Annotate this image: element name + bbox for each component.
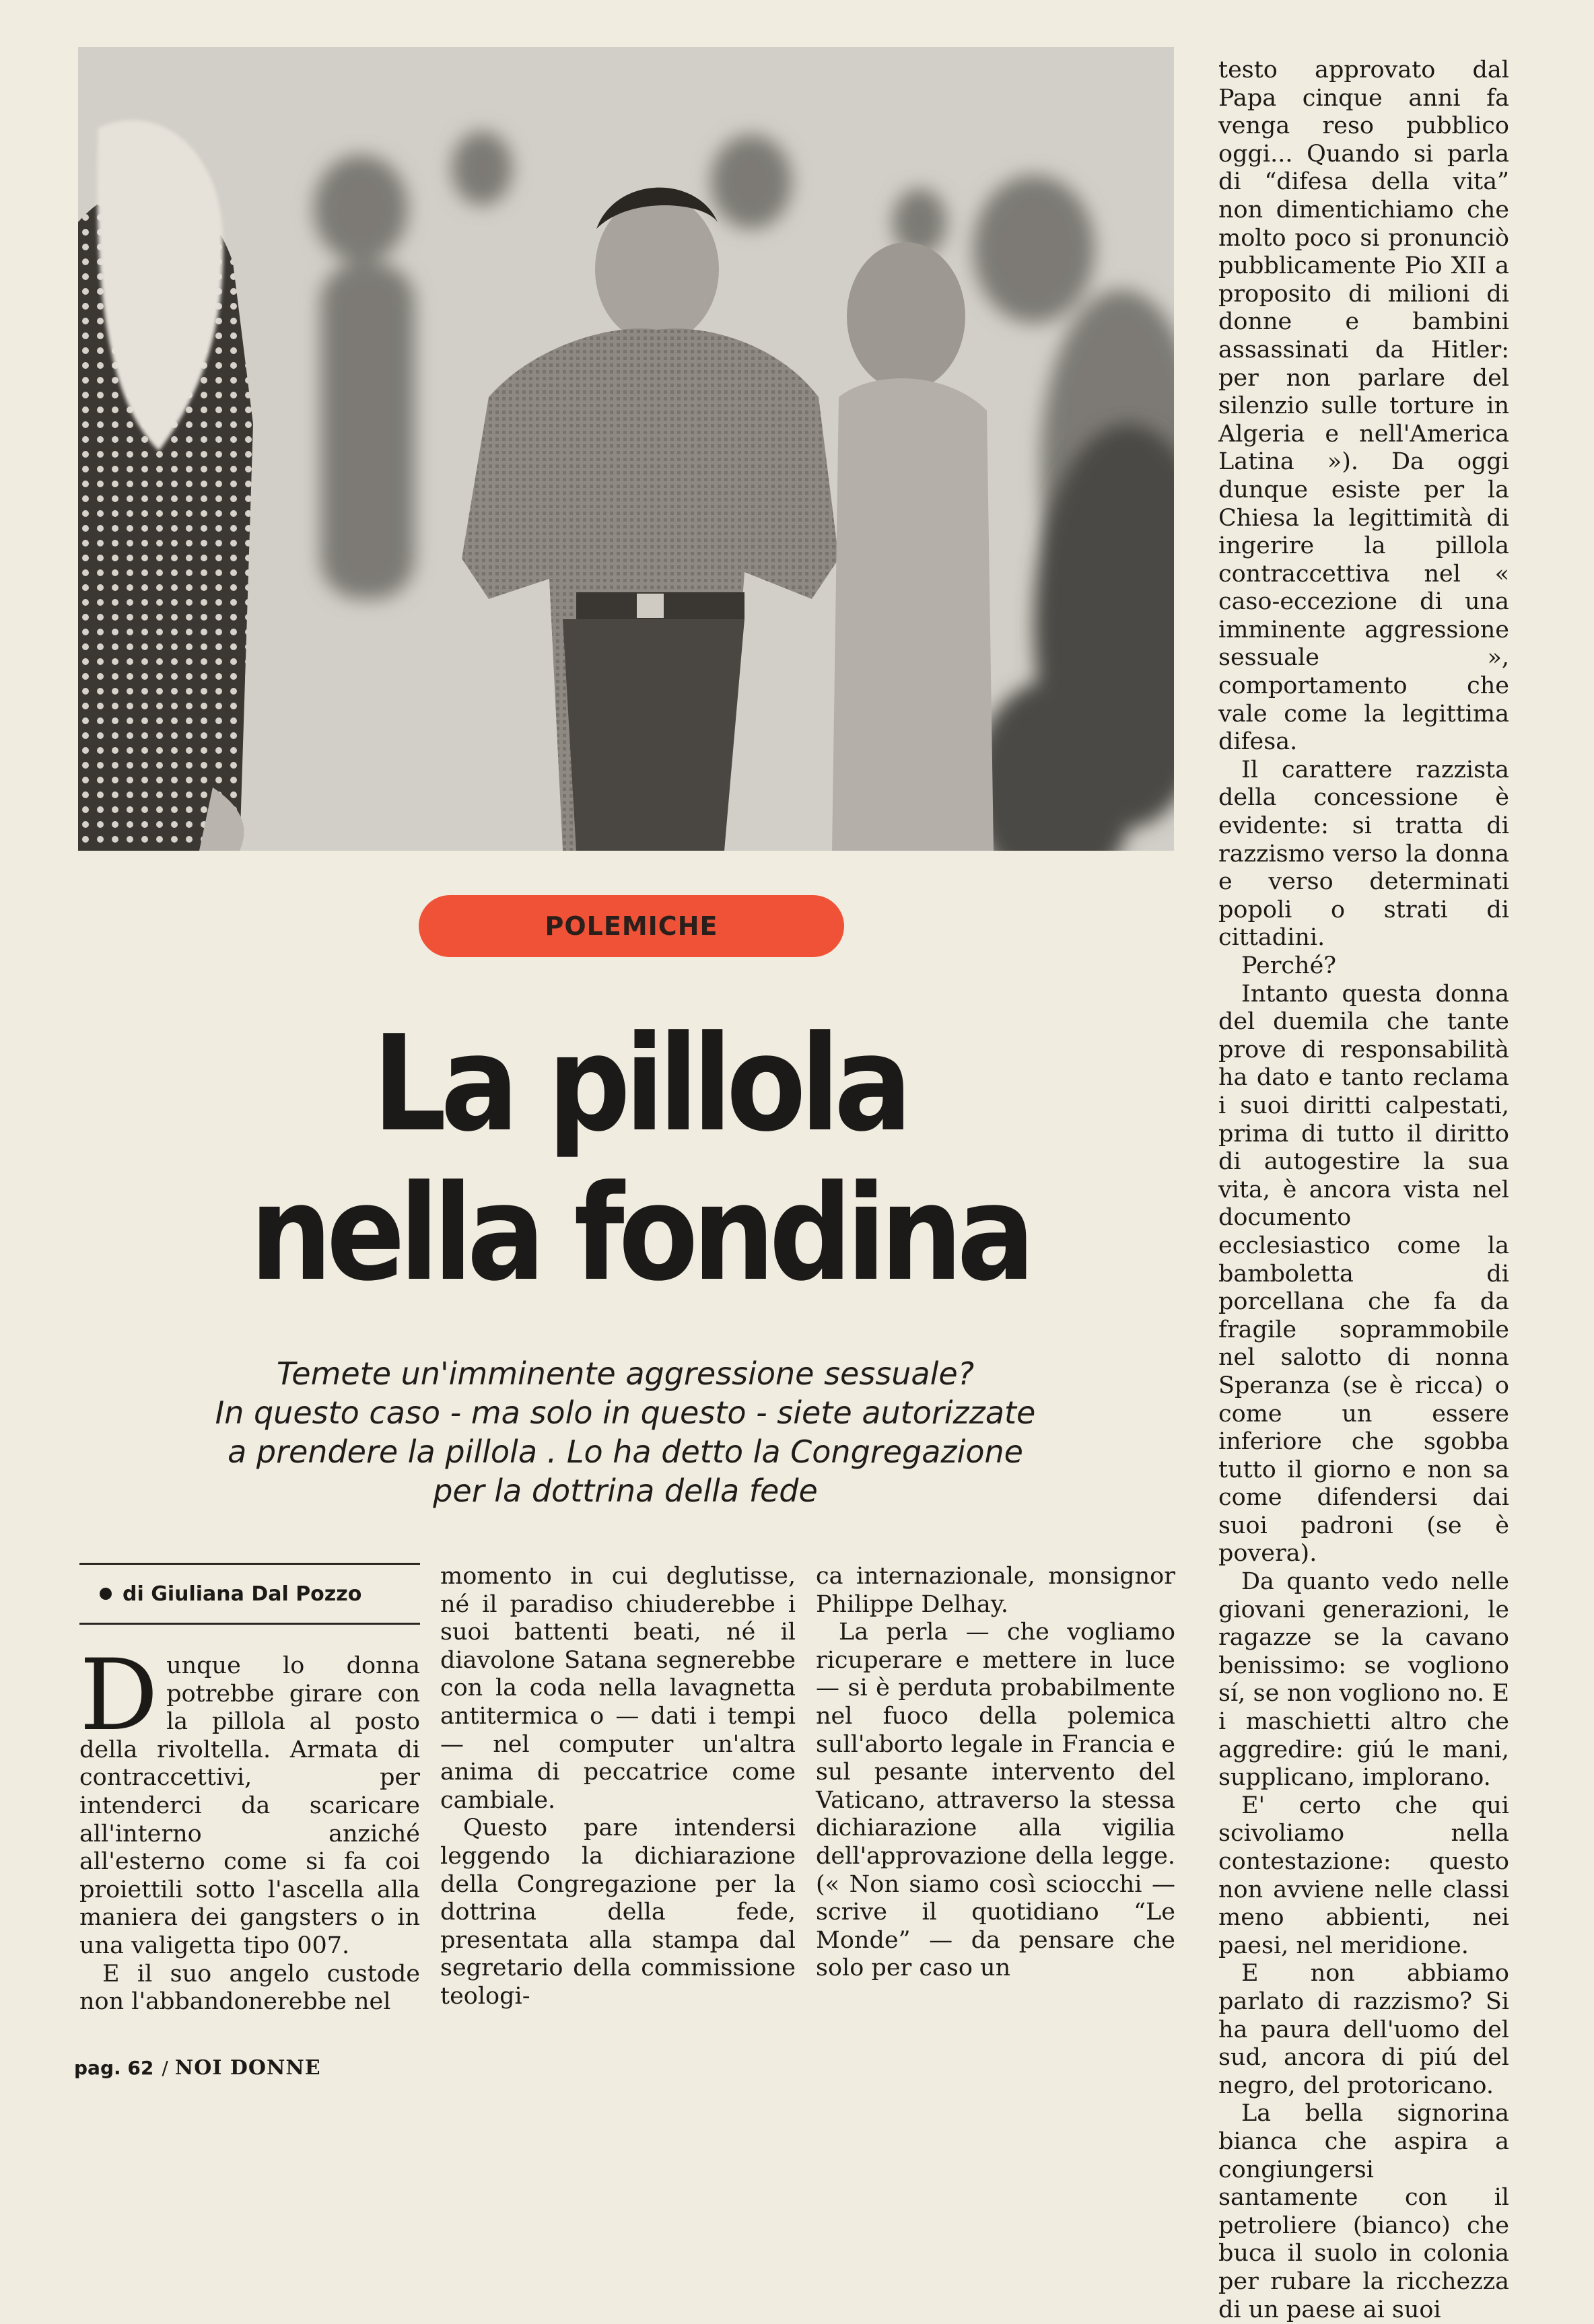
paragraph: Perché? bbox=[1241, 952, 1337, 979]
standfirst-line: per la dottrina della fede bbox=[433, 1473, 818, 1509]
paragraph: Intanto questa donna del duemila che tante prove di responsabilità ha dato e tanto reclama i suoi diritti calpestati, prima di tutto il diritto di autogestire la sua vita, è ancora vista nel documento ecclesiastico come la bamboletta di porcellana che fa da fragile soprammobile nel salotto di nonna Speranza (se è ricca) o come un essere inferiore che sgobba tutto il giorno e non sa come difendersi dai suoi padroni (se è povera). bbox=[1218, 980, 1509, 1568]
paragraph: E non abbiamo parlato di razzismo? Si ha paura dell'uomo del sud, ancora di piú del negro, del protoricano. bbox=[1218, 1960, 1509, 2099]
footer-separator: / bbox=[162, 2056, 168, 2079]
paragraph: Questo pare intendersi leggendo la dichiarazione della Congregazione per la dottrina della fede, presentata alla stampa dal segretario della commissione teologi- bbox=[440, 1815, 796, 2010]
bullet-icon bbox=[100, 1588, 112, 1600]
standfirst-line: Temete un'imminente aggressione sessuale? bbox=[276, 1355, 975, 1392]
paragraph-text: unque lo donna potrebbe girare con la pillola al posto della rivoltella. Armata di contraccettivi, per intenderci da scaricare all'interno anziché all'esterno come si fa coi proiettili sotto l'ascella alla maniera dei gangsters o in una valigetta tipo 007. bbox=[79, 1652, 420, 1959]
drop-cap: D bbox=[79, 1638, 159, 1753]
section-label: POLEMICHE bbox=[419, 895, 844, 957]
page-footer bbox=[74, 2053, 321, 2082]
standfirst bbox=[79, 1354, 1171, 1510]
paragraph: La bella signorina bianca che aspira a congiungersi santamente con il petroliere (bianco) che buca il suolo in colonia per rubare la ricchezza di un paese ai suoi bbox=[1218, 2100, 1509, 2323]
paragraph: E il suo angelo custode non l'abbandonerebbe nel bbox=[79, 1960, 420, 2016]
magazine-logo: NOI DONNE bbox=[174, 2055, 321, 2080]
paragraph: testo approvato dal Papa cinque anni fa venga reso pubblico oggi... Quando si parla di “difesa della vita” non dimentichiamo che molto poco si pronunciò pubblicamente Pio XII a proposito di milioni di donne e bambini assassinati da Hitler: per non parlare del silenzio sulle torture in Algeria e nell'America Latina »). Da oggi dunque esiste per la Chiesa la legittimità di ingerire la pillola contraccettiva nel « caso-eccezione di una imminente aggressione sessuale », comportamento che vale come la legittima difesa. bbox=[1218, 57, 1509, 756]
article-column-2 bbox=[440, 1563, 796, 2011]
paragraph: momento in cui deglutisse, né il paradiso chiuderebbe i suoi battenti beati, né il diavolone Satana segnerebbe con la coda nella lavagnetta antitermica o — dati i tempi — nel computer un'altra anima di peccatrice come cambiale. bbox=[440, 1563, 796, 1814]
paragraph: E' certo che qui scivoliamo nella contestazione: questo non avviene nelle classi meno abbienti, nei paesi, nel meridione. bbox=[1218, 1792, 1509, 1959]
byline bbox=[79, 1563, 420, 1625]
page-number: pag. 62 bbox=[74, 2056, 154, 2079]
article-column-1 bbox=[79, 1638, 420, 2016]
paragraph bbox=[79, 1638, 420, 1961]
paragraph: Da quanto vedo nelle giovani generazioni, le ragazze se la cavano benissimo: se vogliono sí, se non vogliono no. E i maschietti altro che aggredire: giú le mani, supplicano, implorano. bbox=[1218, 1568, 1509, 1792]
article-column-3 bbox=[816, 1563, 1175, 1983]
paragraph: ca internazionale, monsignor Philippe Delhay. bbox=[816, 1563, 1175, 1618]
paragraph: Il carattere razzista della concessione è evidente: si tratta di razzismo verso la donna e verso determinati popoli o strati di cittadini. bbox=[1218, 756, 1509, 952]
byline-text: di Giuliana Dal Pozzo bbox=[123, 1582, 362, 1606]
headline-line-2: nella fondina bbox=[249, 1157, 1030, 1310]
article-column-right bbox=[1218, 57, 1509, 2324]
standfirst-line: a prendere la pillola . Lo ha detto la Congregazione bbox=[228, 1434, 1023, 1470]
headline-line-1: La pillola bbox=[372, 1008, 907, 1161]
paragraph: La perla — che vogliamo ricuperare e mettere in luce — si è perduta probabilmente nel fuoco della polemica sull'aborto legale in Francia e sul pesante intervento del Vaticano, attraverso la stessa dichiarazione alla vigilia dell'approvazione della legge. (« Non siamo così sciocchi — scrive il quotidiano “Le Monde” — da pensare che solo per caso un bbox=[816, 1619, 1175, 1982]
standfirst-line: In questo caso - ma solo in questo - siete autorizzate bbox=[215, 1395, 1036, 1431]
headline bbox=[168, 1010, 1111, 1308]
article-photo bbox=[78, 47, 1174, 851]
